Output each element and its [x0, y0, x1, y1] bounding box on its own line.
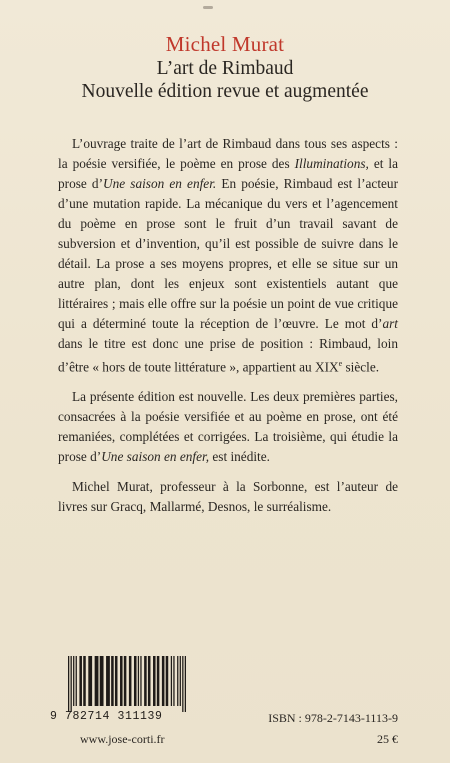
barcode-bars [68, 656, 186, 712]
barcode-bar [111, 656, 114, 706]
barcode-bar [182, 656, 183, 712]
isbn: ISBN : 978-2-7143-1113-9 [268, 711, 398, 725]
barcode-bar [140, 656, 141, 706]
barcode-bar [177, 656, 178, 706]
barcode-bar [153, 656, 156, 706]
barcode-bar [115, 656, 118, 706]
blurb-paragraph-3: Michel Murat, professeur à la Sorbonne, est l’auteur de livres sur Gracq, Mallarmé, Desnos, le surréalisme. [58, 479, 398, 515]
italic-title-saison: Une saison en enfer, [101, 449, 210, 465]
cover-header [0, 32, 450, 103]
text-run: En poésie, Rimbaud est l’acteur d’une mutation rapide. La mécanique du vers et l’agencement du poème en prose sont le fruit d’un travail savant de subversion et d’invention, qu’il est possible de suivre dans le détail. La prose a ses moyens propres, et elle se situe sur un autre plan, dont les enjeux sont existentiels autant que littéraires ; mais elle offre sur la poésie un point de vue critique qui a déterminé toute la réception de l’œuvre. Le mot d’ [58, 176, 398, 331]
price: 25 € [377, 732, 398, 746]
barcode-bar [68, 656, 69, 712]
barcode-bar [138, 656, 139, 706]
blurb-paragraph-1 [58, 134, 398, 377]
barcode-bar [106, 656, 110, 706]
book-subtitle: Nouvelle édition revue et augmentée [81, 81, 369, 102]
barcode-bar [95, 656, 99, 706]
print-mark [203, 6, 213, 9]
text-run: et la prose d’ [58, 156, 399, 191]
barcode-bar [180, 656, 181, 706]
italic-word-art: art [382, 316, 398, 331]
italic-title-saison: Une saison en enfer. [103, 176, 217, 191]
barcode-bar [173, 656, 174, 706]
italic-title-illuminations: Illuminations, [294, 156, 369, 171]
author-name: Michel Murat [165, 32, 285, 56]
barcode-bar [171, 656, 172, 706]
barcode-bar [185, 656, 186, 712]
superscript: e [338, 359, 343, 368]
barcode-bar [124, 656, 127, 706]
text-run: dans le titre est donc une prise de position : Rimbaud, loin d’être « hors de toute littérature », appartient au XIX [58, 336, 398, 375]
barcode-digits: 9 782714 311139 [50, 710, 163, 723]
back-cover-blurb [58, 134, 398, 527]
barcode-bar [129, 656, 132, 706]
barcode-bar [157, 656, 160, 706]
text-run: est inédite. [209, 449, 270, 465]
barcode-bar [73, 656, 74, 706]
blurb-paragraph-2 [58, 387, 398, 467]
barcode-bar [148, 656, 151, 706]
barcode-bar [88, 656, 92, 706]
barcode-bar [100, 656, 104, 706]
barcode-bar [144, 656, 147, 706]
barcode-bar [120, 656, 123, 706]
text-run: siècle. [342, 359, 380, 375]
text-run: L’ouvrage traite de l’art de Rimbaud dans tous ses aspects : la poésie versifiée, le poème en prose des [58, 136, 398, 171]
book-title: L’art de Rimbaud [156, 58, 294, 79]
barcode-bar [166, 656, 169, 706]
barcode-bar [79, 656, 82, 706]
barcode [50, 656, 190, 726]
barcode-bar [162, 656, 165, 706]
barcode-bar [71, 656, 72, 712]
barcode-bar [83, 656, 86, 706]
publisher-website: www.jose-corti.fr [80, 732, 165, 746]
barcode-bar [76, 656, 77, 706]
barcode-bar [134, 656, 137, 706]
text-run: La présente édition est nouvelle. Les deux premières parties, consacrées à la poésie versifiée et au poème en prose, ont été remaniées, complétées et corrigées. La troisième, qui étudie la prose d’ [58, 389, 398, 465]
